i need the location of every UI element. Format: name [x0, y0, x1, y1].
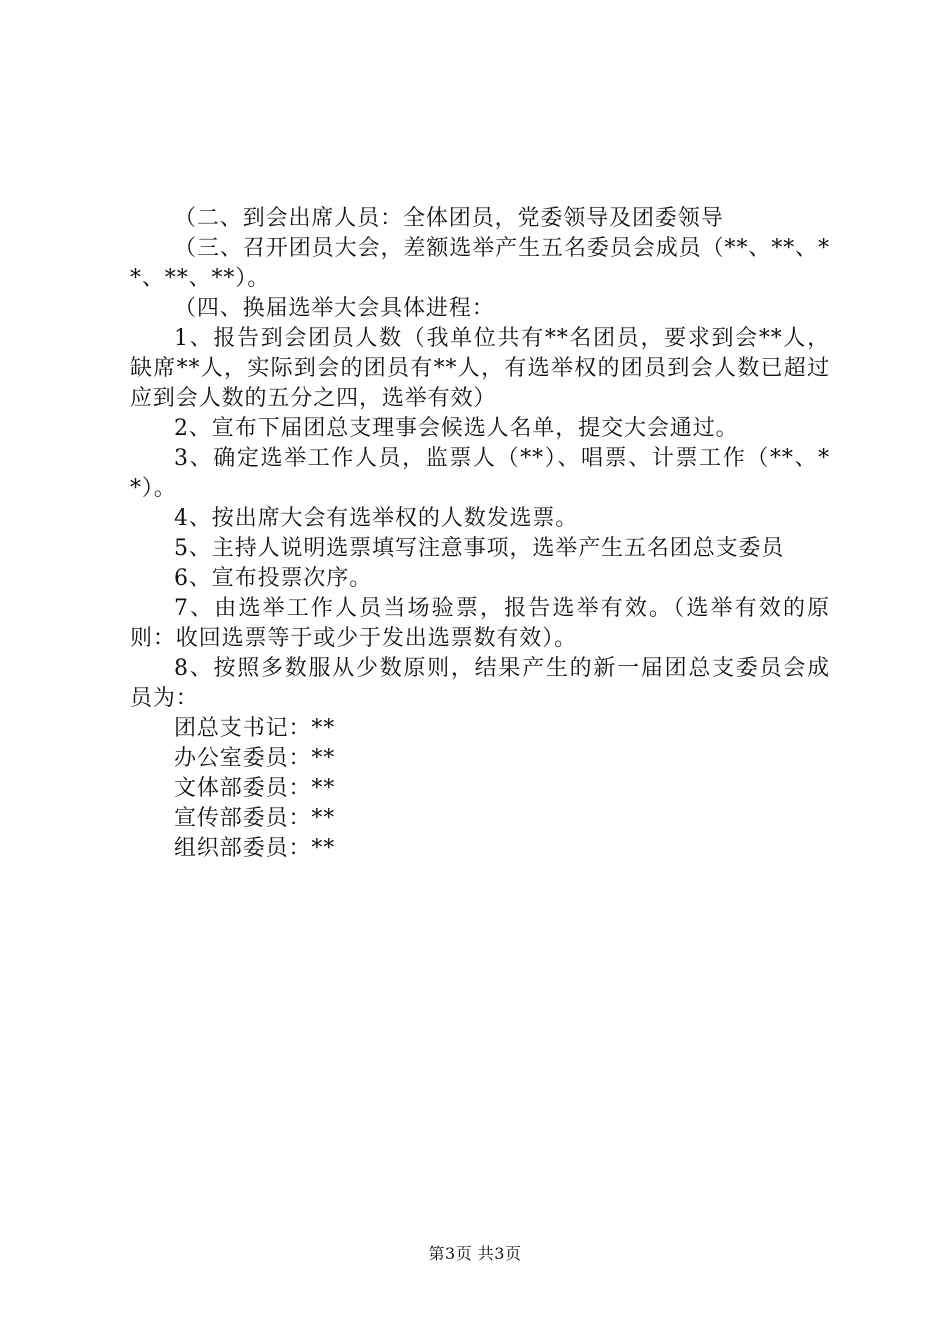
paragraph-step-2: 2、宣布下届团总支理事会候选人名单，提交大会通过。: [174, 416, 739, 441]
paragraph-step-1: 1、报告到会团员人数（我单位共有**名团员，要求到会**人，缺席**人，实际到会的团员有**人，有选举权的团员到会人数已超过应到会人数的五分之四，选举有效）: [130, 326, 830, 411]
officer-secretary: 团总支书记：**: [174, 716, 336, 741]
paragraph-process-heading: （四、换届选举大会具体进程：: [174, 296, 495, 321]
paragraph-step-4: 4、按出席大会有选举权的人数发选票。: [174, 506, 579, 531]
paragraph-attendees: （二、到会出席人员：全体团员，党委领导及团委领导: [174, 206, 724, 231]
officer-organization: 组织部委员：**: [174, 836, 336, 861]
paragraph-step-3: 3、确定选举工作人员，监票人（**）、唱票、计票工作（**、**）。: [130, 446, 830, 501]
page-number-footer: 第3页 共3页: [428, 1244, 522, 1263]
paragraph-step-7: 7、由选举工作人员当场验票，报告选举有效。（选举有效的原则：收回选票等于或少于发出选票数有效）。: [130, 596, 830, 651]
paragraph-step-8: 8、按照多数服从少数原则，结果产生的新一届团总支委员会成员为：: [130, 656, 830, 711]
paragraph-step-5: 5、主持人说明选票填写注意事项，选举产生五名团总支委员: [174, 536, 785, 561]
paragraph-step-6: 6、宣布投票次序。: [174, 566, 373, 591]
officer-culture-sports: 文体部委员：**: [174, 776, 336, 801]
paragraph-election-meeting: （三、召开团员大会，差额选举产生五名委员会成员（**、**、**、**、**）。: [130, 236, 830, 291]
officer-office: 办公室委员：**: [174, 746, 336, 771]
document-body: [130, 204, 830, 864]
officer-publicity: 宣传部委员：**: [174, 806, 336, 831]
